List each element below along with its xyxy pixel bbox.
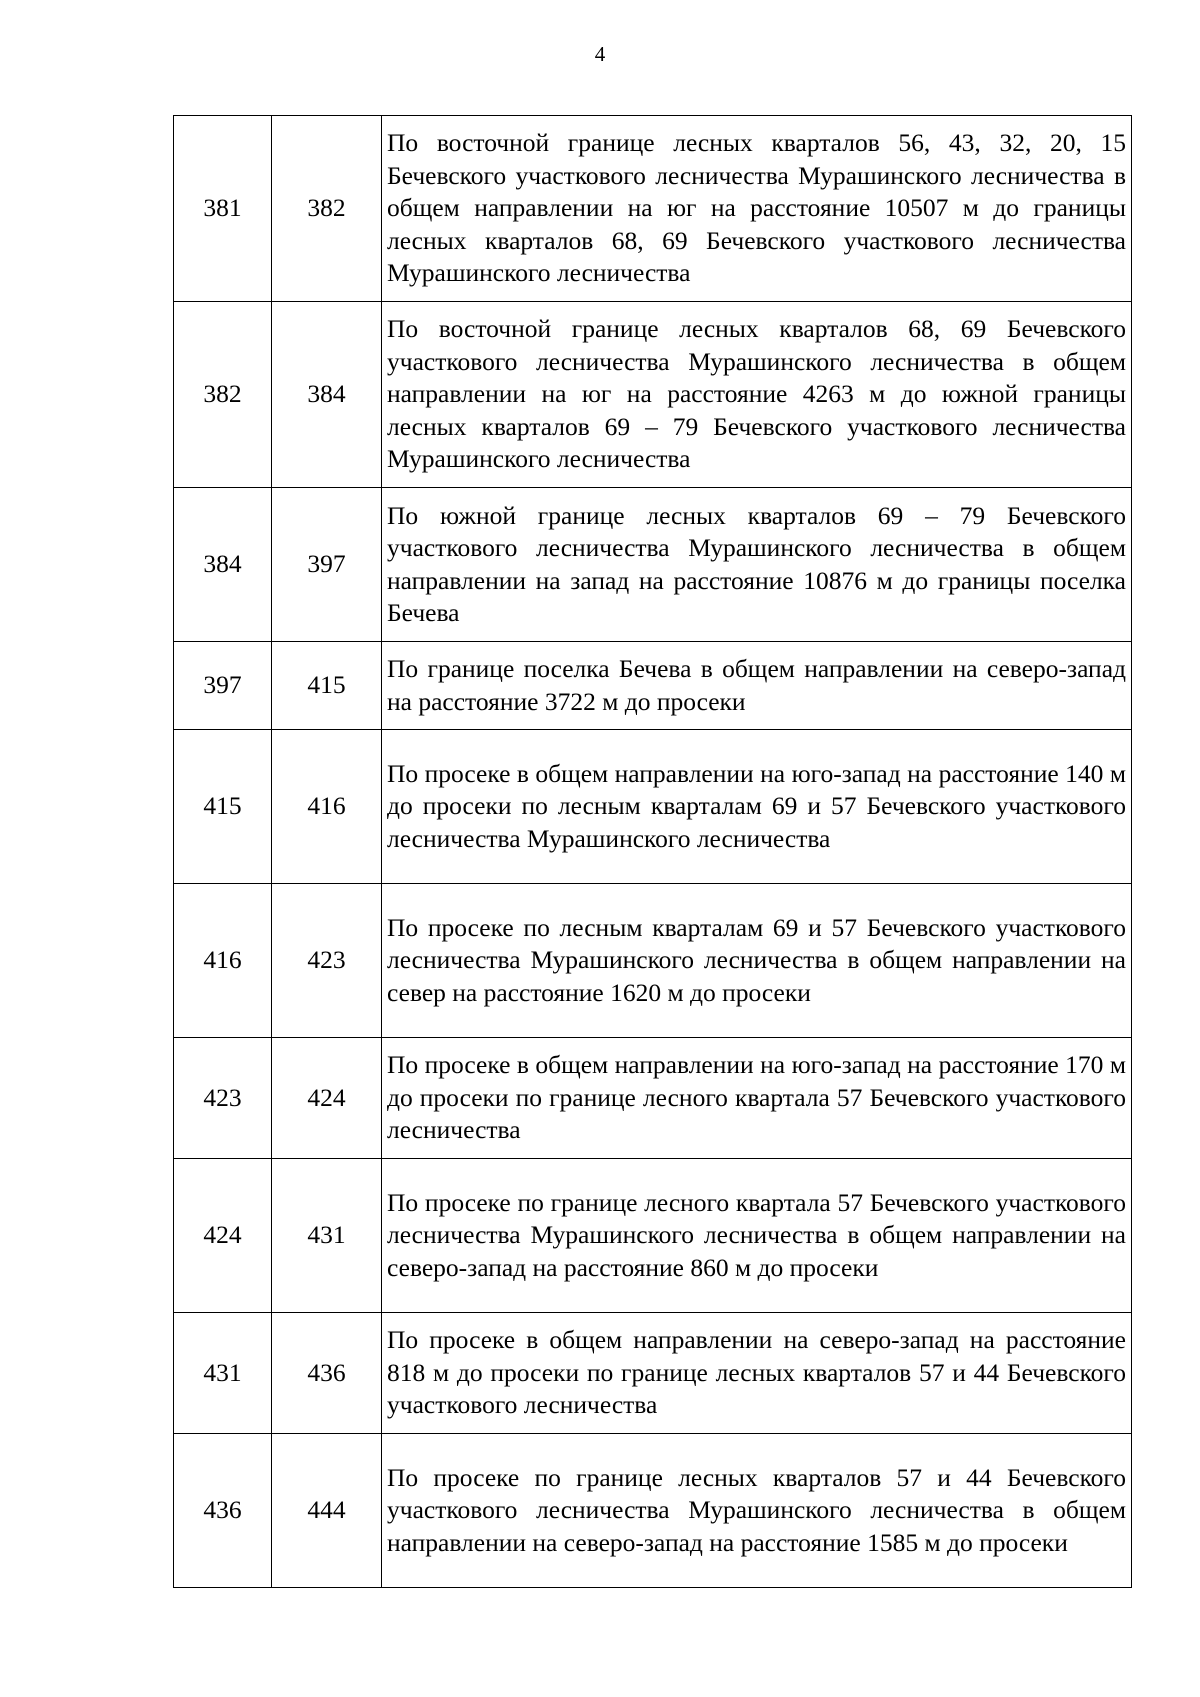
table-row — [174, 884, 1132, 1038]
segment-description: По просеке по границе лесного квартала 57 Бечевского участкового лесничества Мурашинского лесничества в общем направлении на северо-запад на расстояние 860 м до просеки — [382, 1159, 1132, 1313]
segment-description: По восточной границе лесных кварталов 56, 43, 32, 20, 15 Бечевского участкового лесничества Мурашинского лесничества в общем направлении на юг на расстояние 10507 м до границы лесных кварталов 68, 69 Бечевского участкового лесничества Мурашинского лесничества — [382, 116, 1132, 302]
table-row — [174, 1313, 1132, 1434]
point-from: 431 — [174, 1313, 272, 1434]
point-to: 416 — [272, 730, 382, 884]
table-row — [174, 302, 1132, 488]
point-from: 381 — [174, 116, 272, 302]
point-to: 382 — [272, 116, 382, 302]
point-from: 415 — [174, 730, 272, 884]
point-to: 424 — [272, 1038, 382, 1159]
table-row — [174, 642, 1132, 730]
segment-description: По просеке в общем направлении на северо-запад на расстояние 818 м до просеки по границе лесных кварталов 57 и 44 Бечевского участкового лесничества — [382, 1313, 1132, 1434]
table-row — [174, 116, 1132, 302]
point-to: 436 — [272, 1313, 382, 1434]
boundary-table — [173, 115, 1132, 1588]
segment-description: По южной границе лесных кварталов 69 – 79 Бечевского участкового лесничества Мурашинского лесничества в общем направлении на запад на расстояние 10876 м до границы поселка Бечева — [382, 488, 1132, 642]
point-from: 416 — [174, 884, 272, 1038]
point-from: 423 — [174, 1038, 272, 1159]
point-from: 382 — [174, 302, 272, 488]
point-from: 436 — [174, 1434, 272, 1588]
segment-description: По просеке по границе лесных кварталов 57 и 44 Бечевского участкового лесничества Мурашинского лесничества в общем направлении на северо-запад на расстояние 1585 м до просеки — [382, 1434, 1132, 1588]
segment-description: По просеке в общем направлении на юго-запад на расстояние 170 м до просеки по границе лесного квартала 57 Бечевского участкового лесничества — [382, 1038, 1132, 1159]
point-to: 397 — [272, 488, 382, 642]
point-to: 444 — [272, 1434, 382, 1588]
point-to: 384 — [272, 302, 382, 488]
point-from: 424 — [174, 1159, 272, 1313]
point-to: 415 — [272, 642, 382, 730]
table-row — [174, 1159, 1132, 1313]
segment-description: По просеке по лесным кварталам 69 и 57 Бечевского участкового лесничества Мурашинского лесничества в общем направлении на север на расстояние 1620 м до просеки — [382, 884, 1132, 1038]
segment-description: По восточной границе лесных кварталов 68, 69 Бечевского участкового лесничества Мурашинского лесничества в общем направлении на юг на расстояние 4263 м до южной границы лесных кварталов 69 – 79 Бечевского участкового лесничества Мурашинского лесничества — [382, 302, 1132, 488]
segment-description: По границе поселка Бечева в общем направлении на северо-запад на расстояние 3722 м до просеки — [382, 642, 1132, 730]
table-row — [174, 1434, 1132, 1588]
point-to: 423 — [272, 884, 382, 1038]
point-from: 397 — [174, 642, 272, 730]
point-to: 431 — [272, 1159, 382, 1313]
page-number: 4 — [594, 42, 606, 66]
segment-description: По просеке в общем направлении на юго-запад на расстояние 140 м до просеки по лесным кварталам 69 и 57 Бечевского участкового лесничества Мурашинского лесничества — [382, 730, 1132, 884]
table-row — [174, 730, 1132, 884]
boundary-table-body — [174, 116, 1132, 1588]
table-row — [174, 488, 1132, 642]
point-from: 384 — [174, 488, 272, 642]
table-row — [174, 1038, 1132, 1159]
